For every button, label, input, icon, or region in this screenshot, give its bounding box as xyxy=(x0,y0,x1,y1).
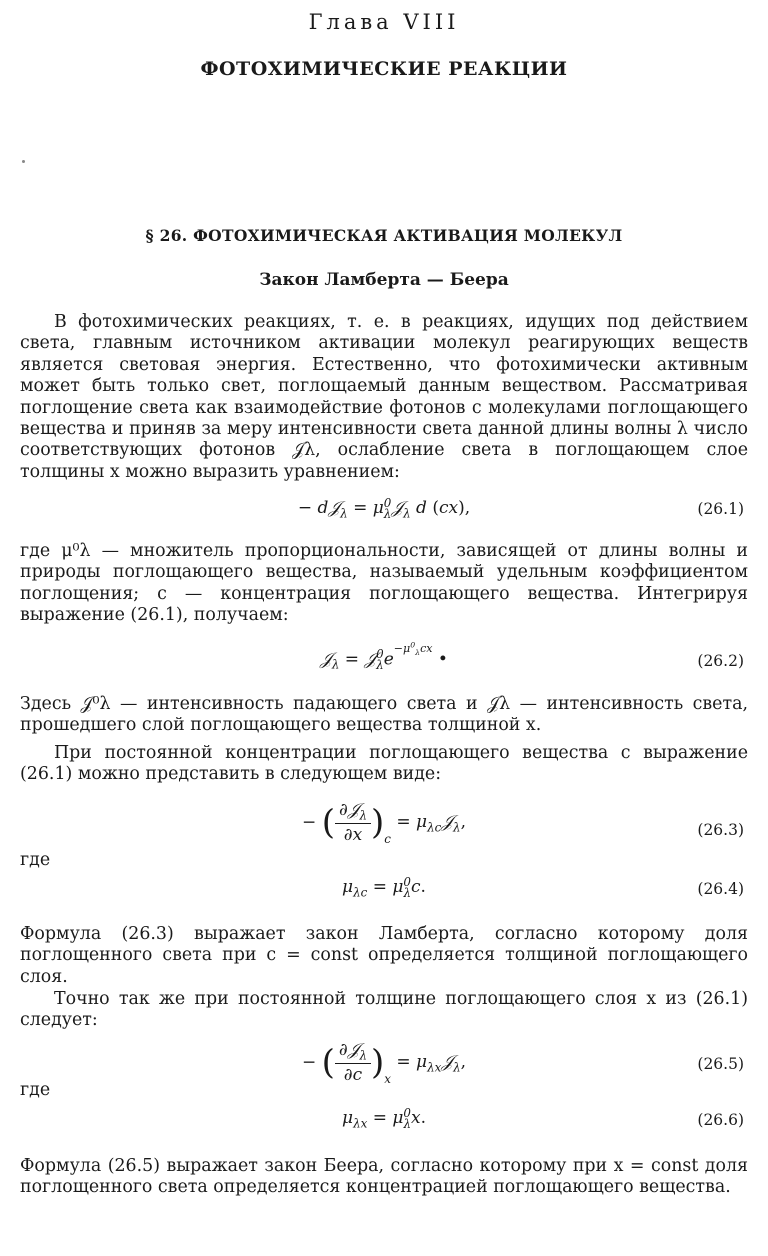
paragraph-intro: В фотохимических реакциях, т. е. в реакциях, идущих под действием света, главным источником активации молекул реагирующих веществ является световая энергия. Естественно, что фотохимически активным может быть только свет, поглощаемый данным веществом. Рассматривая поглощение света как взаимодействие фотонов с молекулами поглощающего вещества и приняв за меру интенсивности света данной длины волны λ число соответствующих фотонов 𝒥λ, ослабление света в поглощающем слое толщины x можно выразить уравнением: xyxy=(20,312,748,482)
paragraph-constant-thickness: Точно так же при постоянной толщине поглощающего слоя x из (26.1) следует: xyxy=(20,989,748,1031)
paragraph-lambert-law: Формула (26.3) выражает закон Ламберта, согласно которому доля поглощенного света при c = const определяется толщиной поглощающего слоя. xyxy=(20,924,748,987)
equation-number: (26.5) xyxy=(697,1055,744,1073)
paragraph-intensities: Здесь 𝒥⁰λ — интенсивность падающего света и 𝒥λ — интенсивность света, прошедшего слой поглощающего вещества толщиной x. xyxy=(20,694,748,736)
equation-number: (26.4) xyxy=(697,880,744,898)
equation-number: (26.6) xyxy=(697,1111,744,1129)
subsection-title: Закон Ламберта — Беера xyxy=(259,270,509,290)
equation-26-3: − ( $\frac{\partial 𝒥_\lambda}{\partial x}$ )$_c$ = $\mu_{\lambda c}𝒥_\lambda$, xyxy=(302,800,466,847)
paragraph-coefficient: где μ⁰λ — множитель пропорциональности, зависящей от длины волны и природы поглощающего вещества, называемый удельным коэффициентом поглощения; c — концентрация поглощающего вещества. Интегрируя выражение (26.1), получаем: xyxy=(20,541,748,626)
where-label: где xyxy=(20,1080,51,1100)
paragraph-constant-concentration: При постоянной концентрации поглощающего вещества c выражение (26.1) можно представить в следующем виде: xyxy=(20,743,748,785)
equation-number: (26.1) xyxy=(697,500,744,518)
equation-26-5: − ( $\frac{\partial 𝒥_\lambda}{\partial c}$ )$_x$ = $\mu_{\lambda x}𝒥_\lambda$, xyxy=(301,1040,467,1087)
section-title: § 26. ФОТОХИМИЧЕСКАЯ АКТИВАЦИЯ МОЛЕКУЛ xyxy=(145,226,623,245)
paragraph-beer-law: Формула (26.5) выражает закон Беера, согласно которому при x = const доля поглощенного света определяется концентрацией поглощающего вещества. xyxy=(20,1156,748,1198)
equation-26-4: $\mu_{\lambda c} = \mu$ 0 λ c. xyxy=(342,875,426,900)
where-label: где xyxy=(20,850,51,870)
equation-26-2: 𝒥$_\lambda$ = 𝒥 0 λ $e^{-\mu^0_\lambda cx}$ • xyxy=(320,640,448,672)
chapter-title: ФОТОХИМИЧЕСКИЕ РЕАКЦИИ xyxy=(200,58,568,80)
equation-number: (26.3) xyxy=(697,821,744,839)
equation-number: (26.2) xyxy=(697,652,744,670)
chapter-heading: Глава VIII xyxy=(308,10,460,34)
equation-26-1: − d𝒥$_\lambda$ = μ 0 λ 𝒥$_\lambda$ d (cx), xyxy=(297,496,471,521)
equation-26-6: $\mu_{\lambda x} = \mu$ 0 λ x. xyxy=(342,1106,426,1131)
print-speck xyxy=(22,160,25,163)
